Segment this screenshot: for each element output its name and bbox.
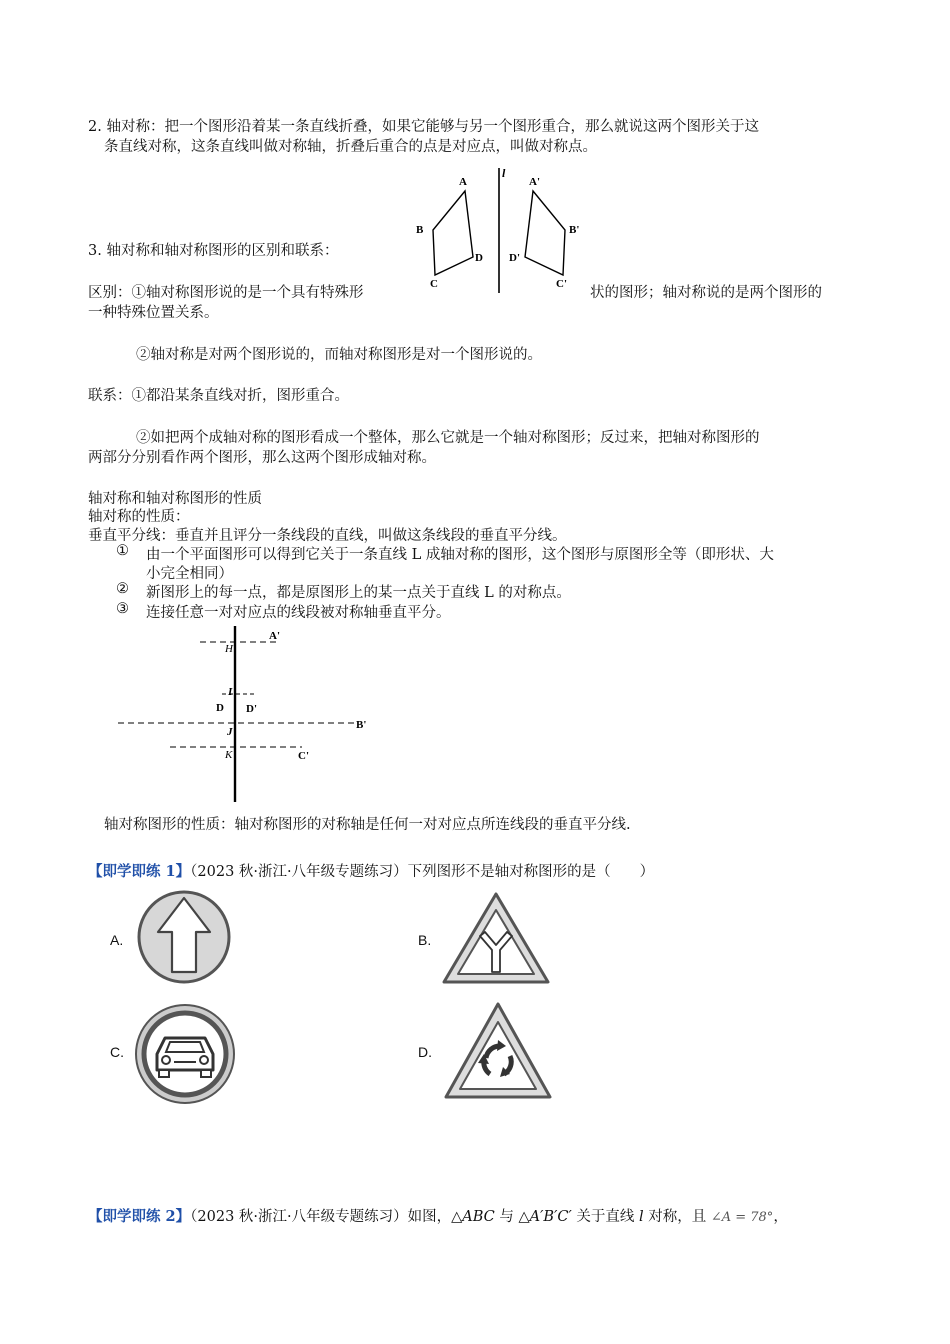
axis-label: l (502, 166, 506, 180)
point-B: B (416, 224, 424, 236)
difference-1a: 区别：①轴对称图形说的是一个具有特殊形 (88, 285, 364, 301)
question-1-text: （2023 秋·浙江·八年级专题练习）下列图形不是轴对称图形的是（ ） (190, 864, 655, 880)
point-D: D (216, 702, 224, 714)
properties-heading: 轴对称和轴对称图形的性质 (88, 491, 262, 507)
question-2-tag: 【即学即练 2】 (88, 1208, 191, 1225)
point-J: J (227, 726, 233, 738)
question-2-text2: 关于直线 (571, 1209, 639, 1225)
option-A-label[interactable]: A. (110, 932, 124, 948)
question-2-mid: 与 (494, 1209, 519, 1225)
quad-abcd (433, 191, 473, 275)
point-C-prime: C' (298, 750, 309, 762)
question-2-tail: ， (773, 1209, 788, 1225)
y-junction-sign-icon[interactable] (440, 890, 552, 986)
point-D-prime: D' (509, 252, 520, 264)
question-2-text1: （2023 秋·浙江·八年级专题练习）如图， (190, 1209, 452, 1225)
item-1-line2: 小完全相同） (146, 566, 233, 582)
connection-1: 联系：①都沿某条直线对折，图形重合。 (88, 388, 349, 404)
point-K: K (225, 749, 233, 761)
item-1-mark: ① (116, 543, 129, 559)
point-D: D (475, 252, 483, 264)
point-B-prime: B' (569, 224, 580, 236)
quad-abcd-image (525, 191, 565, 275)
difference-1c: 一种特殊位置关系。 (88, 305, 219, 321)
no-car-sign-icon[interactable] (132, 1002, 238, 1106)
section-2-line2: 条直线对称，这条直线叫做对称轴，折叠后重合的点是对应点，叫做对称点。 (104, 139, 597, 155)
up-arrow-sign-icon[interactable] (132, 890, 237, 985)
line-l: l (638, 1209, 644, 1225)
point-C: C (430, 278, 438, 290)
option-C-label[interactable]: C. (110, 1044, 124, 1060)
question-2-text3: 对称，且 (643, 1209, 711, 1225)
point-A-prime: A' (269, 630, 280, 642)
point-A-prime: A' (529, 176, 540, 188)
item-3-mark: ③ (116, 601, 129, 617)
point-B-prime: B' (356, 719, 367, 731)
section-3-title: 3. 轴对称和轴对称图形的区别和联系： (88, 243, 339, 259)
figure-property: 轴对称图形的性质：轴对称图形的对称轴是任何一对对应点所连线段的垂直平分线. (104, 817, 631, 833)
item-2: 新图形上的每一点，都是原图形上的某一点关于直线 L 的对称点。 (146, 585, 571, 601)
angle-a: ∠A = 78° (710, 1210, 774, 1225)
axis-dash-figure (110, 620, 390, 810)
option-B-label[interactable]: B. (418, 932, 432, 948)
difference-2: ②轴对称是对两个图形说的，而轴对称图形是对一个图形说的。 (136, 347, 542, 363)
section-2-line1: 2. 轴对称：把一个图形沿着某一条直线折叠，如果它能够与另一个图形重合，那么就说这两个图形关于这 (88, 119, 759, 135)
question-1 (88, 860, 654, 881)
point-C-prime: C' (556, 278, 567, 290)
properties-subheading: 轴对称的性质： (88, 509, 190, 525)
item-3: 连接任意一对对应点的线段被对称轴垂直平分。 (146, 605, 451, 621)
item-2-mark: ② (116, 581, 129, 597)
point-D-prime: D' (246, 703, 257, 715)
item-1-line1: 由一个平面图形可以得到它关于一条直线 L 成轴对称的图形，这个图形与原图形全等（即形状、大 (146, 547, 774, 563)
triangle-abc: △ABC (451, 1209, 495, 1225)
point-A: A (459, 176, 467, 188)
connection-2a: ②如把两个成轴对称的图形看成一个整体，那么它就是一个轴对称图形；反过来，把轴对称图形的 (136, 430, 760, 446)
triangle-abc-prime: △A′B′C′ (518, 1209, 572, 1225)
difference-1b: 状的图形；轴对称说的是两个图形的 (590, 285, 822, 301)
connection-2b: 两部分分别看作两个图形，那么这两个图形成轴对称。 (88, 450, 436, 466)
roundabout-sign-icon[interactable] (442, 1000, 554, 1102)
question-2 (88, 1205, 788, 1226)
perpendicular-bisector-def: 垂直平分线：垂直并且评分一条线段的直线，叫做这条线段的垂直平分线。 (88, 528, 567, 544)
point-I: I (228, 686, 233, 698)
reflection-figure (408, 165, 598, 295)
point-H: H (225, 643, 233, 655)
question-1-tag: 【即学即练 1】 (88, 863, 191, 880)
option-D-label[interactable]: D. (418, 1044, 432, 1060)
